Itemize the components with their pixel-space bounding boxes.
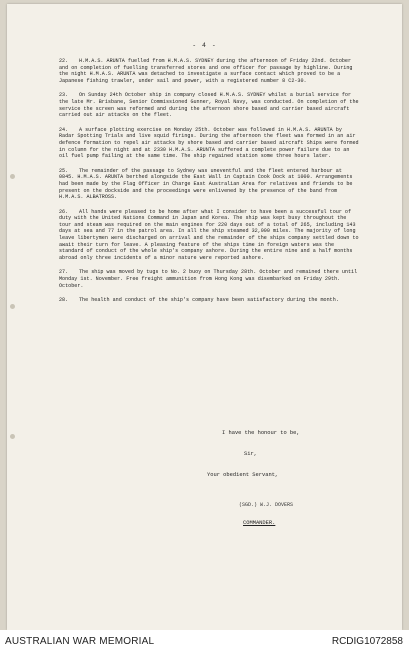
paragraph-28: 28. The health and conduct of the ship's company have been satisfactory during the month. bbox=[59, 297, 339, 304]
paragraph-23: 23. On Sunday 24th October ship in company closed H.M.A.S. SYDNEY whilst a burial service for the late Mr. Brisbane, Senior Commissioned Gunner, Royal Navy, was conducted. On completion of the service the screen was reformed and during the afternoon shore based and carrier based aircraft carried out air attacks on the fleet. bbox=[59, 92, 359, 119]
closing-sir: Sir, bbox=[244, 451, 257, 457]
paragraph-26: 26. All hands were pleased to be home after what I consider to have been a successful tour of duty with the United Nations Command in Japan and Korea. The ship was kept busy throughout the tour and steam was required on the main engines for 220 days out of a total of 265, including 143 days at sea and 77 in the patrol area. In all the ship steamed 32,000 miles. The majority of long leave libertymen were discharged on arrival and the remainder of the ships company settled down to await their turn for leave. A pleasing feature of the ships time in foreign waters was the standard of conduct of the whole ship's company ashore. During the entire nine and a half months abroad only three incidents of a minor nature were reported ashore. bbox=[59, 208, 359, 261]
punch-hole bbox=[10, 434, 15, 439]
punch-holes bbox=[10, 4, 16, 630]
document-page bbox=[7, 4, 402, 630]
report-body bbox=[59, 58, 359, 312]
page-number: - 4 - bbox=[192, 42, 217, 49]
paragraph-22: 22. H.M.A.S. ARUNTA fuelled from H.M.A.S. SYDNEY during the afternoon of Friday 22nd. October and on completion of fuelling transferred stores and one officer for passage by highline. During the night H.M.A.S. ARUNTA was detached to investigate a surface contact which proved to be a Japanese fishing trawler, under sail and power, with a registered number 8 C2-30. bbox=[59, 58, 353, 84]
signatory-rank: COMMANDER. bbox=[243, 520, 276, 526]
paragraph-25: 25. The remainder of the passage to Sydney was uneventful and the fleet entered harbour at 0845. H.M.A.S. ARUNTA berthed alongside the East Wall in Captain Cook Dock at 1000. Arrangements had been made by the Flag Officer in Charge East Australian Area for relatives and friends to be present on the dockside and the proceedings were enlivened by the presence of the band from H.M.A.S. ALBATROSS. bbox=[59, 167, 353, 201]
paragraph-24: 24. A surface plotting exercise on Monday 25th. October was followed in H.M.A.S. ARUNTA by Radar Spotting Trials and live squid firings. During the afternoon the fleet was formed in an air defence formation to repel air attacks by shore based and carrier based aircraft Ships were formed in column for the night and at 2330 H.M.A.S. ARUNTA suffered a complete power failure due to an oil fuel pump failing at the same time. The ship regained station some three hours later. bbox=[59, 126, 359, 160]
footer-record-id: RCDIG1072858 bbox=[331, 636, 403, 647]
signature: (SGD.) W.J. DOVERS bbox=[239, 502, 294, 508]
closing-servant: Your obedient Servant, bbox=[207, 472, 279, 478]
punch-hole bbox=[10, 304, 15, 309]
footer-institution: AUSTRALIAN WAR MEMORIAL bbox=[5, 636, 155, 647]
closing-honour: I have the honour to be, bbox=[222, 430, 300, 436]
footer-bar bbox=[0, 630, 409, 654]
paragraph-27: 27. The ship was moved by tugs to No. 2 buoy on Thursday 28th. October and remained there until Monday 1st. November. Free freight ammunition from Hong Kong was disembarked on Friday 29th. October. bbox=[59, 269, 358, 289]
punch-hole bbox=[10, 174, 15, 179]
